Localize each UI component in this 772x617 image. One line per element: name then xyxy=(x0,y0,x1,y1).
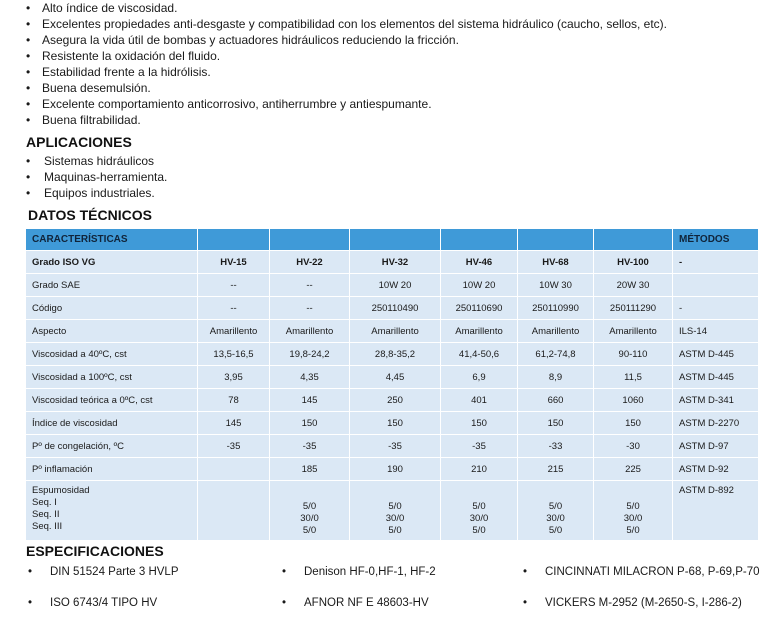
value-cell: 6,9 xyxy=(441,366,518,389)
value-cell: Amarillento xyxy=(350,320,441,343)
value-cell: Amarillento xyxy=(441,320,518,343)
foam-value: 5/0 xyxy=(302,501,317,512)
method-cell: ASTM D-445 xyxy=(673,343,759,366)
table-row xyxy=(26,366,759,389)
value-cell: 145 xyxy=(270,389,350,412)
value-cell: 210 xyxy=(441,458,518,481)
value-cell: -- xyxy=(270,297,350,320)
row-label-cell: Grado SAE xyxy=(26,274,198,297)
table-row xyxy=(26,320,759,343)
value-cell xyxy=(518,481,594,541)
value-cell: 11,5 xyxy=(594,366,673,389)
value-cell: 145 xyxy=(198,412,270,435)
value-cell: 10W 20 xyxy=(441,274,518,297)
value-cell: 90-110 xyxy=(594,343,673,366)
value-cell: HV-68 xyxy=(518,251,594,274)
method-cell: ILS-14 xyxy=(673,320,759,343)
value-cell: 78 xyxy=(198,389,270,412)
value-cell: 13,5-16,5 xyxy=(198,343,270,366)
method-cell: ASTM D-97 xyxy=(673,435,759,458)
table-row xyxy=(26,251,759,274)
value-cell: HV-32 xyxy=(350,251,441,274)
method-cell: ASTM D-92 xyxy=(673,458,759,481)
specification-item: • Denison HF-0,HF-1, HF-2 xyxy=(280,566,436,578)
foam-value: 5/0 xyxy=(302,525,317,536)
row-label-cell: Aspecto xyxy=(26,320,198,343)
value-cell: 150 xyxy=(518,412,594,435)
value-cell: 150 xyxy=(350,412,441,435)
method-cell: - xyxy=(673,251,759,274)
row-label-cell: Viscosidad teórica a 0ºC, cst xyxy=(26,389,198,412)
row-label-cell: Pº de congelación, ºC xyxy=(26,435,198,458)
value-cell: -- xyxy=(270,274,350,297)
header-methods: MÉTODOS xyxy=(673,229,759,251)
value-cell: -35 xyxy=(441,435,518,458)
specification-item: • ISO 6743/4 TIPO HV xyxy=(26,597,157,609)
value-cell: -30 xyxy=(594,435,673,458)
feature-item: • Buena filtrabilidad. xyxy=(26,112,667,128)
value-cell xyxy=(594,481,673,541)
application-item: • Sistemas hidráulicos xyxy=(26,153,167,169)
value-cell: 61,2-74,8 xyxy=(518,343,594,366)
value-cell: 250 xyxy=(350,389,441,412)
header-cell xyxy=(350,229,441,251)
specification-item: • VICKERS M-2952 (M-2650-S, I-286-2) xyxy=(521,597,742,609)
value-cell: -- xyxy=(198,274,270,297)
value-cell: Amarillento xyxy=(198,320,270,343)
feature-item: • Resistente la oxidación del fluido. xyxy=(26,48,667,64)
application-item: • Maquinas-herramienta. xyxy=(26,169,167,185)
header-characteristics: CARACTERÍSTICAS xyxy=(26,229,198,251)
header-cell xyxy=(594,229,673,251)
value-cell: 19,8-24,2 xyxy=(270,343,350,366)
foam-value: 5/0 xyxy=(548,501,563,512)
feature-item: • Buena desemulsión. xyxy=(26,80,667,96)
specifications-heading: ESPECIFICACIONES xyxy=(26,543,164,559)
value-cell: 1060 xyxy=(594,389,673,412)
foam-label-line: Seq. III xyxy=(32,521,63,532)
value-cell: -35 xyxy=(270,435,350,458)
value-cell: 250110990 xyxy=(518,297,594,320)
value-cell xyxy=(441,481,518,541)
foam-value: 5/0 xyxy=(388,525,402,536)
foam-value: 5/0 xyxy=(388,501,402,512)
value-cell xyxy=(270,481,350,541)
feature-item: • Asegura la vida útil de bombas y actuadores hidráulicos reduciendo la fricción. xyxy=(26,32,667,48)
foam-value: 30/0 xyxy=(385,513,405,524)
value-cell: 250111290 xyxy=(594,297,673,320)
row-label-cell xyxy=(26,481,198,541)
value-cell: 8,9 xyxy=(518,366,594,389)
row-label-cell: Viscosidad a 100ºC, cst xyxy=(26,366,198,389)
table-row-foam xyxy=(26,481,759,541)
header-cell xyxy=(441,229,518,251)
table-row xyxy=(26,435,759,458)
row-label-cell: Código xyxy=(26,297,198,320)
value-cell: 150 xyxy=(270,412,350,435)
foam-value: 5/0 xyxy=(548,525,563,536)
value-cell: -33 xyxy=(518,435,594,458)
foam-value: 30/0 xyxy=(469,513,489,524)
value-cell: -- xyxy=(198,297,270,320)
value-cell: 401 xyxy=(441,389,518,412)
method-cell: - xyxy=(673,297,759,320)
foam-value: 30/0 xyxy=(623,513,643,524)
row-label-cell: Índice de viscosidad xyxy=(26,412,198,435)
value-cell: 41,4-50,6 xyxy=(441,343,518,366)
value-cell: 4,45 xyxy=(350,366,441,389)
feature-item: • Alto índice de viscosidad. xyxy=(26,0,667,16)
value-cell: 20W 30 xyxy=(594,274,673,297)
value-cell: 10W 30 xyxy=(518,274,594,297)
value-cell: -35 xyxy=(350,435,441,458)
table-row xyxy=(26,297,759,320)
table-row xyxy=(26,343,759,366)
applications-list xyxy=(26,153,167,201)
technical-data-table xyxy=(25,228,759,541)
method-cell: ASTM D-2270 xyxy=(673,412,759,435)
technical-data-heading: DATOS TÉCNICOS xyxy=(28,207,152,223)
value-cell: -35 xyxy=(198,435,270,458)
value-cell: Amarillento xyxy=(518,320,594,343)
method-cell: ASTM D-892 xyxy=(673,481,759,541)
value-cell: HV-22 xyxy=(270,251,350,274)
value-cell: 3,95 xyxy=(198,366,270,389)
table-row xyxy=(26,458,759,481)
value-cell: 150 xyxy=(441,412,518,435)
value-cell: 250110690 xyxy=(441,297,518,320)
specification-item: • CINCINNATI MILACRON P-68, P-69,P-70 xyxy=(521,566,760,578)
applications-heading: APLICACIONES xyxy=(26,134,132,150)
foam-value: 5/0 xyxy=(626,501,640,512)
method-cell: ASTM D-341 xyxy=(673,389,759,412)
application-item: • Equipos industriales. xyxy=(26,185,167,201)
value-cell: 150 xyxy=(594,412,673,435)
table-header-row xyxy=(26,229,759,251)
foam-label-line: Seq. I xyxy=(32,497,57,508)
foam-label-line: Seq. II xyxy=(32,509,60,520)
header-cell xyxy=(198,229,270,251)
value-cell xyxy=(198,458,270,481)
value-cell: 225 xyxy=(594,458,673,481)
value-cell: 28,8-35,2 xyxy=(350,343,441,366)
value-cell: 660 xyxy=(518,389,594,412)
row-label-cell: Pº inflamación xyxy=(26,458,198,481)
foam-value: 5/0 xyxy=(626,525,640,536)
foam-value: 30/0 xyxy=(546,513,565,524)
feature-item: • Excelentes propiedades anti-desgaste y compatibilidad con los elementos del sistema hidráulico (caucho, sellos, etc). xyxy=(26,16,667,32)
method-cell: ASTM D-445 xyxy=(673,366,759,389)
value-cell xyxy=(350,481,441,541)
feature-item: • Excelente comportamiento anticorrosivo, antiherrumbre y antiespumante. xyxy=(26,96,667,112)
specification-item: • AFNOR NF E 48603-HV xyxy=(280,597,429,609)
value-cell: Amarillento xyxy=(594,320,673,343)
header-cell xyxy=(270,229,350,251)
row-label-cell: Grado ISO VG xyxy=(26,251,198,274)
feature-item: • Estabilidad frente a la hidrólisis. xyxy=(26,64,667,80)
foam-value: 5/0 xyxy=(472,525,486,536)
value-cell: Amarillento xyxy=(270,320,350,343)
value-cell: HV-100 xyxy=(594,251,673,274)
table-row xyxy=(26,412,759,435)
specification-item: • DIN 51524 Parte 3 HVLP xyxy=(26,566,179,578)
method-cell xyxy=(673,274,759,297)
foam-label-line: Espumosidad xyxy=(32,485,90,496)
value-cell xyxy=(198,481,270,541)
foam-value: 5/0 xyxy=(472,501,486,512)
row-label-cell: Viscosidad a 40ºC, cst xyxy=(26,343,198,366)
value-cell: HV-46 xyxy=(441,251,518,274)
value-cell: 10W 20 xyxy=(350,274,441,297)
value-cell: 185 xyxy=(270,458,350,481)
features-list xyxy=(26,0,667,128)
value-cell: 250110490 xyxy=(350,297,441,320)
foam-value: 30/0 xyxy=(300,513,319,524)
value-cell: 215 xyxy=(518,458,594,481)
header-cell xyxy=(518,229,594,251)
value-cell: 190 xyxy=(350,458,441,481)
table-row xyxy=(26,389,759,412)
value-cell: HV-15 xyxy=(198,251,270,274)
table-row xyxy=(26,274,759,297)
value-cell: 4,35 xyxy=(270,366,350,389)
